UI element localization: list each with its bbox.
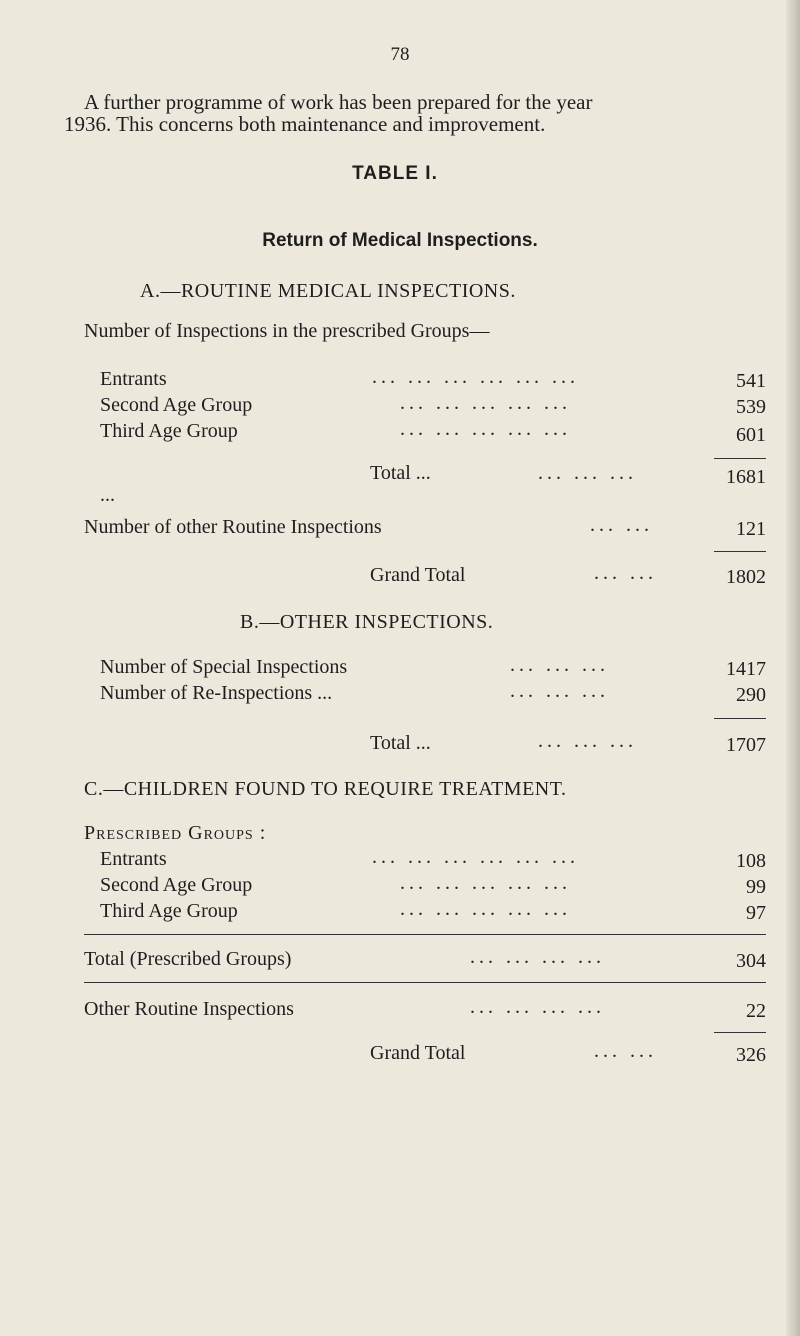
rule — [84, 982, 766, 983]
table-title: TABLE I. — [352, 163, 438, 184]
section-a-row — [100, 420, 238, 443]
total-label: Total ... — [370, 732, 431, 754]
grand-total-value: 326 — [736, 1044, 766, 1066]
intro-line-2: 1936. This concerns both maintenance and improvement. — [64, 112, 546, 136]
row-value: 108 — [736, 850, 766, 872]
page-number: 78 — [390, 44, 410, 65]
section-b-row-label: Number of Re-Inspections ... — [100, 682, 333, 704]
section-c-heading: C.—CHILDREN FOUND TO REQUIRE TREATMENT. — [84, 778, 567, 800]
leader-dots: ... ... — [594, 562, 657, 584]
total-prescribed-label: Total (Prescribed Groups) — [84, 948, 292, 970]
grand-total-label: Grand Total — [370, 1042, 466, 1064]
rule — [714, 551, 766, 552]
section-c-row-label: Second Age Group — [100, 874, 253, 896]
row-value: 290 — [736, 684, 766, 706]
rule — [84, 934, 766, 935]
leader-dots: ... ... ... ... — [470, 996, 605, 1018]
total-prescribed-value: 304 — [736, 950, 766, 972]
row-label: Third Age Group — [100, 420, 238, 442]
leader-dots: ... ... ... — [538, 730, 637, 752]
section-a-intro: Number of Inspections in the prescribed Groups— — [84, 320, 490, 342]
leader-dots: ... ... ... ... ... ... — [372, 366, 579, 388]
leader-dots: ... ... — [594, 1040, 657, 1062]
leader-dots: ... ... ... ... — [470, 946, 605, 968]
intro-line-1: A further programme of work has been prepared for the year — [84, 90, 593, 114]
leader-dots: ... ... ... — [510, 680, 609, 702]
row-value: 99 — [746, 876, 766, 898]
section-c-row-label: Entrants — [100, 848, 167, 870]
leader-dots: ... ... ... ... ... ... — [372, 846, 579, 868]
section-b-row-label: Number of Special Inspections — [100, 656, 348, 678]
leader-dots: ... ... ... — [510, 654, 609, 676]
rule — [714, 1032, 766, 1033]
prescribed-groups-heading: Prescribed Groups : — [84, 822, 267, 844]
row-value: 539 — [736, 396, 766, 418]
row-label: Entrants — [100, 368, 167, 390]
row-value: 541 — [736, 370, 766, 392]
total-value: 1681 — [726, 466, 766, 488]
leader-dots: ... ... ... ... ... — [400, 872, 571, 894]
rule — [714, 718, 766, 719]
section-c-row-label: Third Age Group — [100, 900, 238, 922]
page-edge-shadow — [786, 0, 800, 1336]
grand-total-label: Grand Total — [370, 564, 466, 586]
other-routine-value: 22 — [746, 1000, 766, 1022]
row-value: 601 — [736, 424, 766, 446]
section-a-row — [100, 394, 252, 417]
section-b-heading: B.—OTHER INSPECTIONS. — [240, 611, 494, 633]
leader-dots: ... ... ... ... ... — [400, 898, 571, 920]
grand-total-value: 1802 — [726, 566, 766, 588]
section-a-heading: A.—ROUTINE MEDICAL INSPECTIONS. — [140, 280, 516, 302]
ellipsis-mark: ... — [100, 484, 115, 506]
row-value: 97 — [746, 902, 766, 924]
other-routine-label: Number of other Routine Inspections — [84, 516, 382, 538]
other-routine-label: Other Routine Inspections — [84, 998, 294, 1020]
table-subtitle: Return of Medical Inspections. — [262, 230, 538, 251]
section-a-row — [100, 368, 167, 391]
leader-dots: ... ... ... ... ... — [400, 392, 571, 414]
other-routine-value: 121 — [736, 518, 766, 540]
total-value: 1707 — [726, 734, 766, 756]
row-label: Second Age Group — [100, 394, 253, 416]
leader-dots: ... ... — [590, 514, 653, 536]
total-label: Total ... — [370, 462, 431, 484]
leader-dots: ... ... ... ... ... — [400, 418, 571, 440]
leader-dots: ... ... ... — [538, 462, 637, 484]
row-value: 1417 — [726, 658, 766, 680]
rule — [714, 458, 766, 459]
